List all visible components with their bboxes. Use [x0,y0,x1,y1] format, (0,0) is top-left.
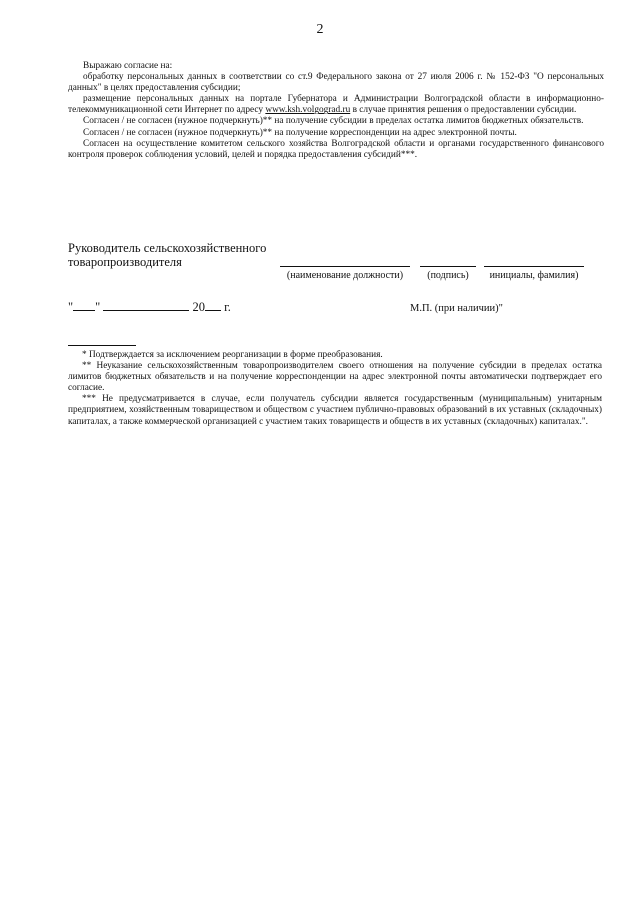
position-field: (наименование должности) [280,266,410,281]
date-close-quote: " [95,300,101,314]
signature-field: (подпись) [420,266,476,281]
signer-title [68,241,266,269]
stamp-note: М.П. (при наличии)" [410,303,503,314]
footnote-1: * Подтверждается за исключением реорганизации в форме преобразования. [82,350,383,360]
consent-item-inspection: Согласен на осуществление комитетом сельского хозяйства Волгоградской области и органами государственного финансового контроля проверок соблюдения условий, целей и порядка предоставления субсидий***. [68,138,604,160]
consent-item-email: Согласен / не согласен (нужное подчеркнуть)** на получение корреспонденции на адрес электронной почты. [83,127,517,138]
consent-intro: Выражаю согласие на: [83,61,173,71]
consent-item-subsidy-limits: Согласен / не согласен (нужное подчеркнуть)** на получение субсидии в пределах остатка лимитов бюджетных обязательств. [83,116,584,127]
date-open-quote: " [68,300,74,314]
day-blank [73,300,95,311]
consent-item-publication-tail: в случае принятия решения о предоставлении субсидии. [350,105,577,116]
signer-title-line1: Руководитель сельскохозяйственного [68,241,267,255]
footnote-2: ** Неуказание сельскохозяйственным товаропроизводителем своего отношения на получение субсидии в пределах остатка лимитов бюджетных обязательств и на получение корреспонденции на адрес электронной почты автоматически подтверждает его согласие. [68,361,602,394]
date-line [68,300,231,315]
month-blank [103,300,189,311]
website-link[interactable]: www.ksh.volgograd.ru [265,105,351,116]
consent-item-personal-data: обработку персональных данных в соответствии со ст.9 Федерального закона от 27 июля 2006 г. № 152-ФЗ "О персональных данных" в целях предоставления субсидии; [68,72,604,94]
footnote-3: *** Не предусматривается в случае, если получатель субсидии является государственным (муниципальным) унитарным предприятием, хозяйственным товариществом и обществом с участием публично-правовых образований в их уставных (складочных) капиталах, а также коммерческой организацией с участием таких товариществ и обществ в их уставных (складочных) капиталах.". [68,394,602,427]
year-suffix: г. [224,300,231,314]
footnote-divider [68,345,136,346]
year-prefix: 20 [192,300,205,314]
year-blank [205,300,221,311]
page-number: 2 [316,22,324,37]
consent-item-publication [68,94,604,116]
footnotes [68,350,602,428]
signer-title-line2: товаропроизводителя [68,255,182,269]
consent-section [68,61,604,161]
name-field: инициалы, фамилия) [484,266,584,281]
consent-item-publication-text: размещение персональных данных на портале Губернатора и Администрации Волгоградской области в информационно-телекоммуникационной сети Интернет по адресу [68,94,604,116]
